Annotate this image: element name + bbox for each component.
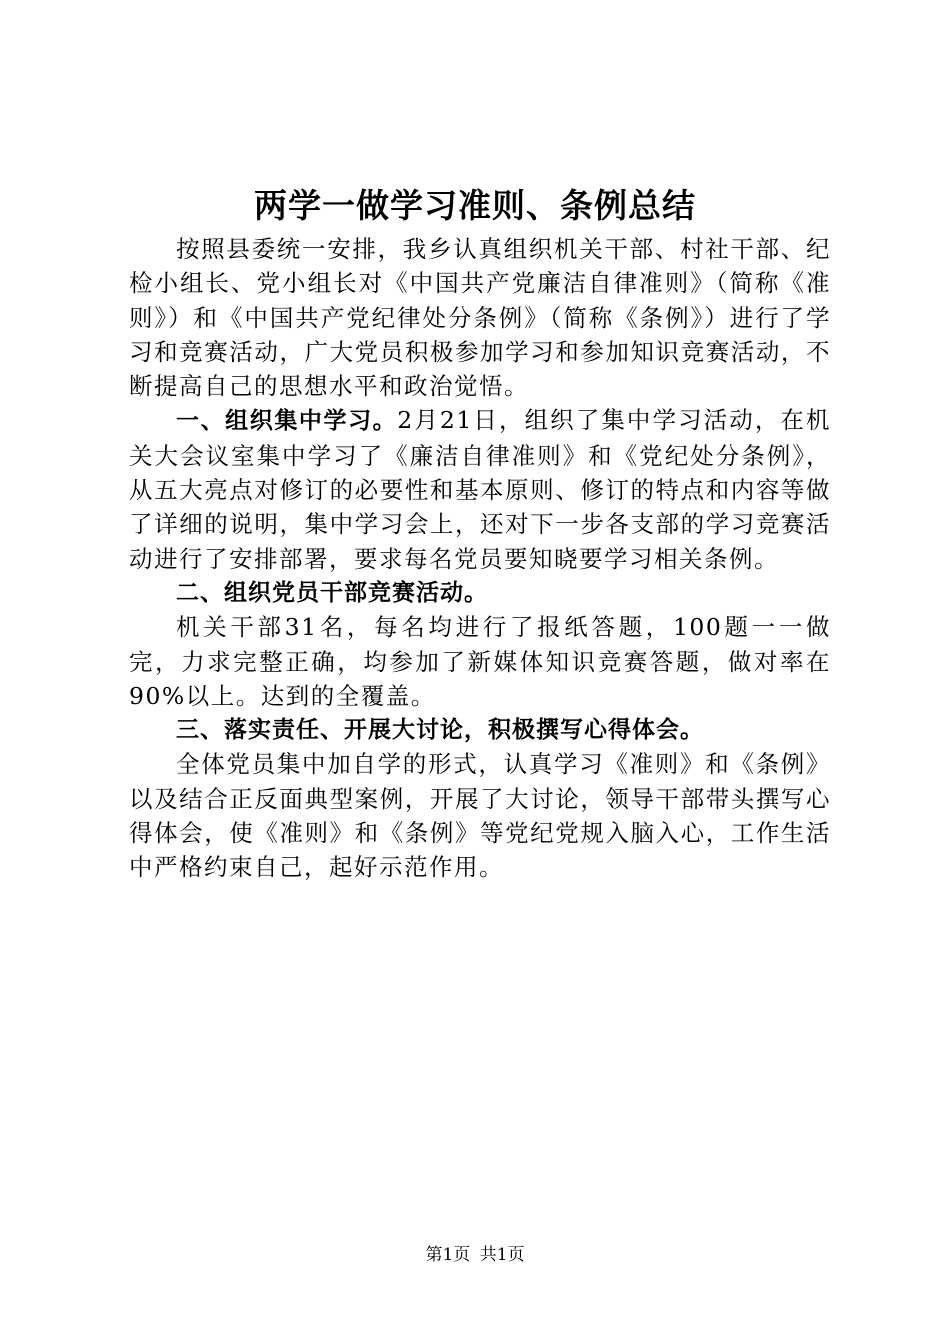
section-1-text: 2月21日，组织了集中学习活动，在机关大会议室集中学习了《廉洁自律准则》和《党纪处分条例》，从五大亮点对修订的必要性和基本原则、修订的特点和内容等做了详细的说明，集中学习会上，还对下一步各支部的学习竞赛活动进行了安排部署，要求每名党员要知晓要学习相关条例。 xyxy=(129,406,832,573)
page-footer: 第1页 共1页 xyxy=(425,1245,525,1265)
section-3-heading: 三、落实责任、开展大讨论，积极撰写心得体会。 xyxy=(176,717,704,744)
section-1-heading: 一、组织集中学习。 xyxy=(176,408,398,435)
section-2-heading: 二、组织党员干部竞赛活动。 xyxy=(176,579,488,606)
section-2-text: 机关干部31名，每名均进行了报纸答题，100题一一做完，力求完整正确，均参加了新媒体知识竞赛答题，做对率在90%以上。达到的全覆盖。 xyxy=(129,613,831,710)
intro-paragraph: 按照县委统一安排，我乡认真组织机关干部、村社干部、纪检小组长、党小组长对《中国共产党廉洁自律准则》（简称《准则》）和《中国共产党纪律处分条例》（简称《条例》）进行了学习和竞赛活动，广大党员积极参加学习和参加知识竞赛活动，不断提高自己的思想水平和政治觉悟。 xyxy=(129,235,831,401)
document-body xyxy=(129,232,831,885)
section-1-paragraph xyxy=(129,403,831,575)
section-3-text: 全体党员集中加自学的形式，认真学习《准则》和《条例》以及结合正反面典型案例，开展了大讨论，领导干部带头撰写心得体会，使《准则》和《条例》等党纪党规入脑入心，工作生活中严格约束自己，起好示范作用。 xyxy=(129,750,831,882)
document-title: 两学一做学习准则、条例总结 xyxy=(254,186,696,225)
